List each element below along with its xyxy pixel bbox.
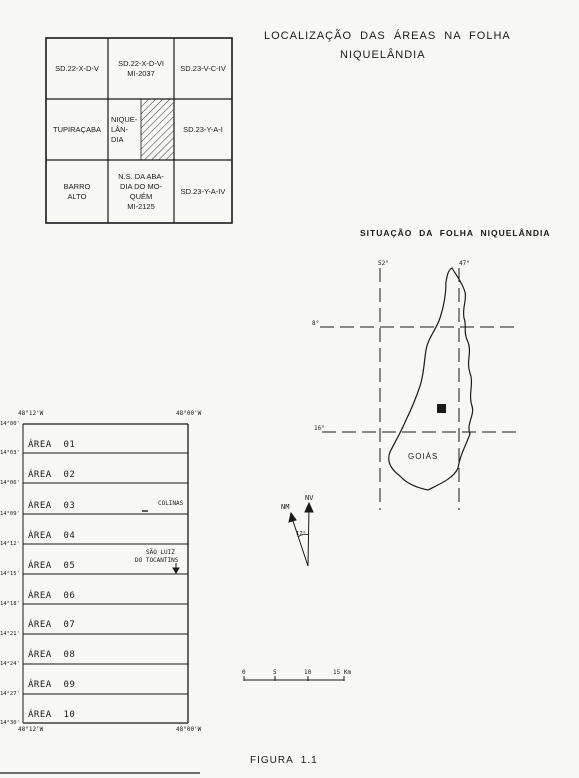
figure-title: LOCALIZAÇÃO DAS ÁREAS NA FOLHA: [264, 30, 511, 42]
area-label: ÁREA 01: [28, 440, 76, 450]
state-label: GOIÁS: [408, 452, 439, 461]
scale-tick-label: 15 Km: [333, 669, 352, 676]
lat-label: 14°18': [0, 601, 20, 607]
lat-label: 14°15': [0, 571, 20, 577]
strip-bottom-left-lon: 48°12'W: [18, 726, 44, 733]
grid-cell-r2c1: TUPIRAÇABA: [53, 124, 101, 134]
area-label: ÁREA 06: [28, 591, 76, 601]
lat-label: 14°12': [0, 541, 20, 547]
scale-tick-label: 5: [273, 669, 277, 676]
area-label: ÁREA 10: [28, 710, 76, 720]
grid-cell-r3c2: N.S. DA ABA- DIA DO MO- QUÉM MI-2125: [118, 171, 164, 211]
area-label: ÁREA 03: [28, 501, 76, 511]
scale-tick-label: 0: [242, 669, 246, 676]
lat-label: 14°00': [0, 421, 20, 427]
lat-label: 14°27': [0, 691, 20, 697]
lat-label: 14°03': [0, 450, 20, 456]
sao-luiz-label-2: DO TOCANTINS: [135, 557, 179, 564]
area-label: ÁREA 07: [28, 620, 76, 630]
strip-top-left-lon: 48°12'W: [18, 410, 44, 417]
area-label: ÁREA 02: [28, 470, 76, 480]
grid-cell-r1c3: SD.23-V-C-IV: [180, 63, 226, 73]
area-label: ÁREA 04: [28, 531, 76, 541]
area-label: ÁREA 09: [28, 680, 76, 690]
true-north-label: NV: [305, 494, 314, 502]
area-label: ÁREA 05: [28, 561, 76, 571]
declination-label: 17°: [296, 531, 306, 537]
lon-label-left: 52°: [378, 260, 389, 267]
grid-cell-r3c3: SD.23-Y-A-IV: [180, 186, 226, 196]
situation-title: SITUAÇÃO DA FOLHA NIQUELÂNDIA: [360, 228, 551, 238]
figure-title-line2: NIQUELÂNDIA: [340, 49, 426, 61]
area-label: ÁREA 08: [28, 650, 76, 660]
lat-label: 14°30': [0, 720, 20, 726]
grid-cell-r2c2: NIQUE- LÂN- DIA: [111, 114, 138, 144]
grid-cell-r3c1: BARRO ALTO: [63, 181, 91, 201]
strip-top-right-lon: 48°00'W: [176, 410, 202, 417]
grid-cell-r1c2: SD.22-X-D-VI MI-2037: [118, 58, 164, 78]
scale-bar: [244, 676, 344, 681]
magnetic-north-label: NM: [281, 503, 290, 511]
lat-label: 14°06': [0, 480, 20, 486]
colinas-label: COLINAS: [158, 500, 184, 507]
lat-label: 14°21': [0, 631, 20, 637]
grid-cell-r1c1: SD.22-X-D-V: [55, 63, 99, 73]
lat-label-top: 8°: [312, 320, 320, 327]
location-marker: [437, 404, 446, 413]
lat-label-bottom: 16°: [314, 425, 325, 432]
strip-bottom-right-lon: 48°00'W: [176, 726, 202, 733]
lon-label-right: 47°: [459, 260, 470, 267]
scale-tick-label: 10: [304, 669, 312, 676]
lat-label: 14°24': [0, 661, 20, 667]
figure-label: FIGURA 1.1: [250, 755, 318, 766]
hatched-area: [141, 99, 174, 160]
area-strip: [23, 424, 188, 723]
grid-cell-r2c3: SD.23-Y-A-I: [183, 124, 223, 134]
situation-map: [320, 268, 518, 510]
sao-luiz-label: SÃO LUIZ: [146, 549, 175, 556]
lat-label: 14°09': [0, 511, 20, 517]
